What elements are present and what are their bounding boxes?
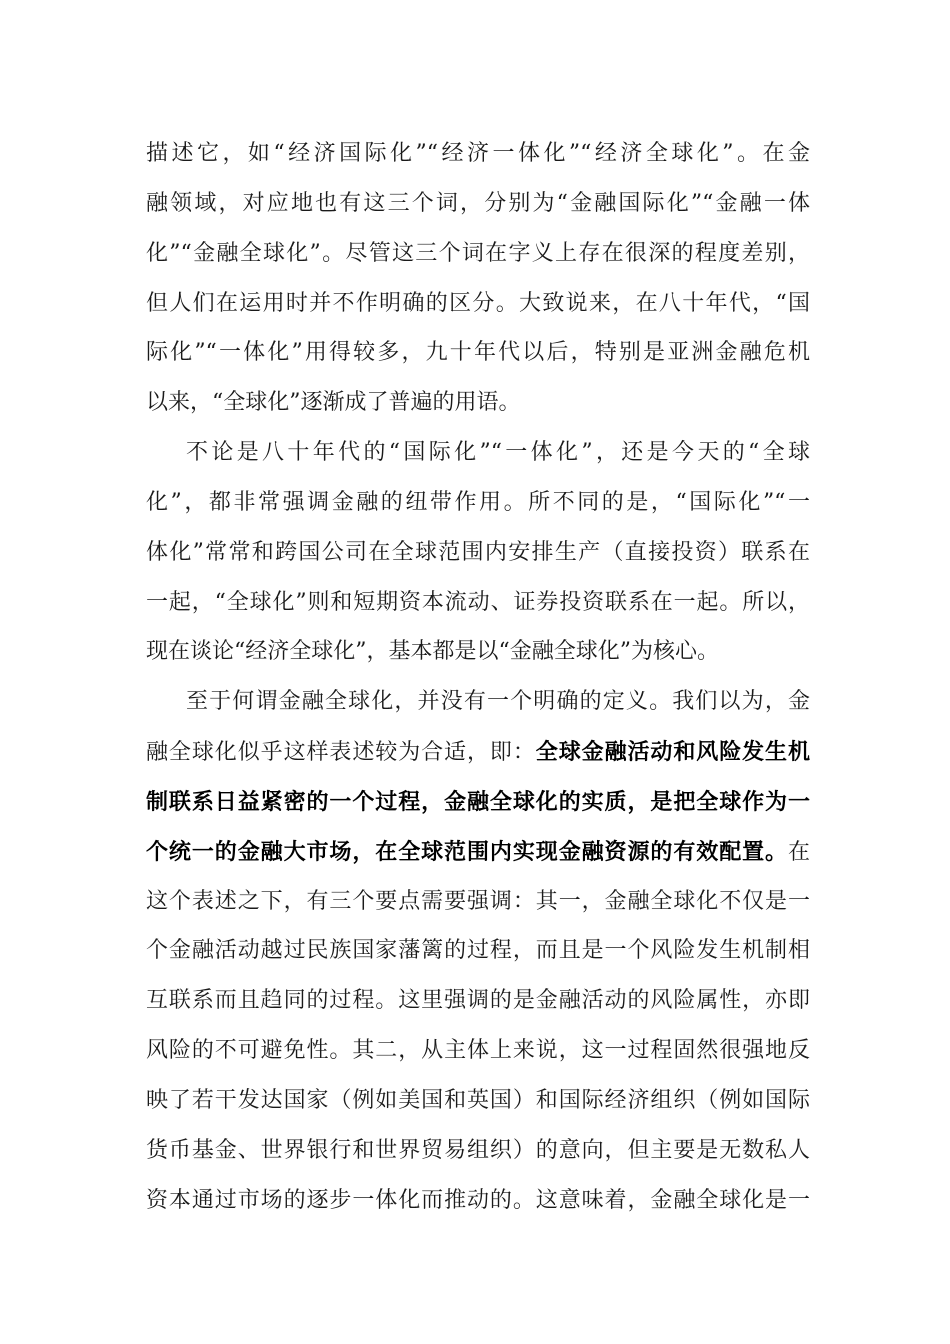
text-line-12: 至于何谓金融全球化，并没有一个明确的定义。我们以为，金 xyxy=(186,689,810,714)
text-line-14: 制联系日益紧密的一个过程，金融全球化的实质，是把全球作为一 xyxy=(146,789,810,815)
text-line-2: 融领域，对应地也有这三个词，分别为“金融国际化”“金融一体 xyxy=(146,191,810,216)
text-line-8: 化”，都非常强调金融的纽带作用。所不同的是，“国际化”“一 xyxy=(146,490,810,515)
text-line-13-plain: 融全球化似乎这样表述较为合适，即： xyxy=(146,740,536,765)
text-line-18: 互联系而且趋同的过程。这里强调的是金融活动的风险属性，亦即 xyxy=(146,988,810,1013)
text-line-4: 但人们在运用时并不作明确的区分。大致说来，在八十年代，“国 xyxy=(146,291,810,316)
text-line-22: 资本通过市场的逐步一体化而推动的。这意味着，金融全球化是一 xyxy=(146,1188,810,1213)
text-line-7: 不论是八十年代的“国际化”“一体化”，还是今天的“全球 xyxy=(186,440,810,465)
text-line-1: 描述它，如“经济国际化”“经济一体化”“经济全球化”。在金 xyxy=(146,141,810,166)
text-line-15 xyxy=(146,837,810,867)
text-line-15-bold: 个统一的金融大市场，在全球范围内实现金融资源的有效配置。 xyxy=(146,839,788,865)
text-line-15-plain: 在 xyxy=(787,840,810,865)
text-line-6: 以来，“全球化”逐渐成了普遍的用语。 xyxy=(146,390,521,415)
text-line-5: 际化”“一体化”用得较多，九十年代以后，特别是亚洲金融危机 xyxy=(146,340,810,365)
text-line-19: 风险的不可避免性。其二，从主体上来说，这一过程固然很强地反 xyxy=(146,1038,810,1063)
text-line-11: 现在谈论“经济全球化”，基本都是以“金融全球化”为核心。 xyxy=(146,639,719,664)
text-line-17: 个金融活动越过民族国家藩篱的过程，而且是一个风险发生机制相 xyxy=(146,938,810,963)
text-line-3: 化”“金融全球化”。尽管这三个词在字义上存在很深的程度差别， xyxy=(146,241,810,266)
text-line-9: 体化”常常和跨国公司在全球范围内安排生产（直接投资）联系在 xyxy=(146,540,810,565)
text-line-20: 映了若干发达国家（例如美国和英国）和国际经济组织（例如国际 xyxy=(146,1088,810,1113)
text-line-16: 这个表述之下，有三个要点需要强调：其一，金融全球化不仅是一 xyxy=(146,889,810,914)
text-line-13 xyxy=(146,737,810,767)
text-line-10: 一起，“全球化”则和短期资本流动、证券投资联系在一起。所以， xyxy=(146,590,810,615)
text-line-13-bold: 全球金融活动和风险发生机 xyxy=(535,739,810,765)
text-line-21: 货币基金、世界银行和世界贸易组织）的意向，但主要是无数私人 xyxy=(146,1138,810,1163)
